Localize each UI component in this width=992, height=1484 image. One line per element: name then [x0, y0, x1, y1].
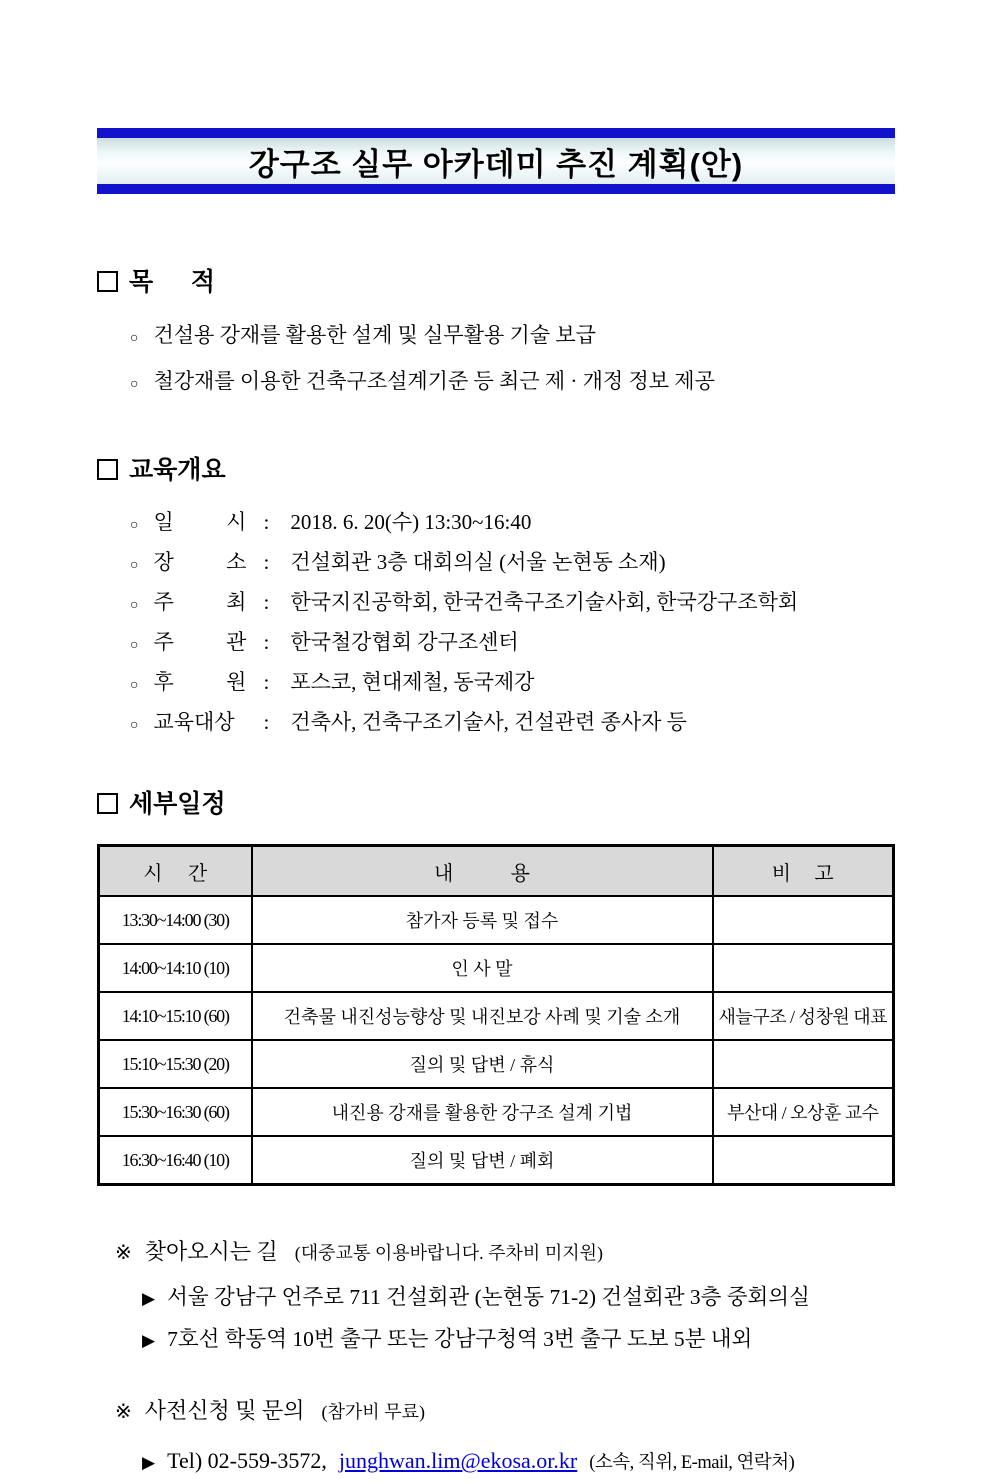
page-title: 강구조 실무 아카데미 추진 계획(안) [248, 146, 744, 182]
circle-bullet-icon: ○ [130, 598, 139, 613]
list-item [130, 544, 895, 584]
square-bullet-icon [97, 271, 118, 292]
label-separator: : [263, 670, 270, 694]
cell-content: 참가자 등록 및 접수 [252, 896, 713, 944]
registration-title-row [97, 1393, 895, 1430]
overview-item-label: 주 관 [153, 630, 247, 654]
overview-item-value: 한국지진공학회, 한국건축구조기술사회, 한국강구조학회 [290, 590, 799, 614]
cell-content: 건축물 내진성능향상 및 내진보강 사례 및 기술 소개 [252, 992, 713, 1040]
label-separator: : [263, 710, 270, 734]
schedule-heading [97, 784, 895, 820]
cell-note [713, 896, 894, 944]
circle-bullet-icon: ○ [130, 377, 139, 392]
reference-mark-icon: ※ [115, 1401, 132, 1423]
cell-note [713, 1136, 894, 1185]
table-row [99, 896, 894, 944]
label-separator: : [263, 590, 270, 614]
circle-bullet-icon: ○ [130, 638, 139, 653]
column-header-note: 비 고 [713, 846, 894, 897]
directions-section [97, 1234, 895, 1361]
overview-heading [97, 450, 895, 486]
list-item [130, 314, 895, 360]
cell-content: 인 사 말 [252, 944, 713, 992]
title-banner [97, 128, 895, 194]
purpose-heading [97, 262, 895, 298]
circle-bullet-icon: ○ [130, 558, 139, 573]
cell-note: 새늘구조 / 성창원 대표 [713, 992, 894, 1040]
purpose-item-text: 철강재를 이용한 건축구조설계기준 등 최근 제 · 개정 정보 제공 [153, 369, 715, 393]
cell-content: 내진용 강재를 활용한 강구조 설계 기법 [252, 1088, 713, 1136]
list-item [142, 1319, 895, 1361]
directions-list [97, 1277, 895, 1361]
schedule-table [97, 844, 895, 1186]
column-header-time: 시 간 [99, 846, 252, 897]
table-row [99, 1136, 894, 1185]
table-row [99, 1088, 894, 1136]
registration-note: (참가비 무료) [321, 1402, 425, 1422]
registration-title: 사전신청 및 문의 [144, 1398, 305, 1423]
list-item [130, 360, 895, 406]
list-item [130, 624, 895, 664]
list-item [130, 584, 895, 624]
overview-item-value: 건설회관 3층 대회의실 (서울 논현동 소재) [290, 550, 666, 574]
overview-item-label: 일 시 [153, 510, 247, 534]
overview-item-value: 포스코, 현대제철, 동국제강 [290, 670, 535, 694]
overview-item-label: 주 최 [153, 590, 247, 614]
cell-note [713, 1040, 894, 1088]
cell-time: 14:00~14:10 (10) [99, 944, 252, 992]
table-header-row [99, 846, 894, 897]
arrow-bullet-icon: ▶ [142, 1453, 156, 1472]
overview-list [97, 504, 895, 744]
list-item [130, 664, 895, 704]
contact-line [142, 1440, 895, 1484]
overview-item-value: 건축사, 건축구조기술사, 건설관련 종사자 등 [290, 710, 687, 734]
contact-suffix: (소속, 직위, E-mail, 연락처) [589, 1453, 795, 1473]
overview-item-label: 장 소 [153, 550, 247, 574]
registration-section [97, 1393, 895, 1484]
list-item [130, 504, 895, 544]
directions-item-text: 7호선 학동역 10번 출구 또는 강남구청역 3번 출구 도보 5분 내외 [167, 1327, 753, 1351]
circle-bullet-icon: ○ [130, 678, 139, 693]
table-row [99, 992, 894, 1040]
table-row [99, 1040, 894, 1088]
label-separator: : [263, 510, 270, 534]
reference-mark-icon: ※ [115, 1242, 132, 1264]
overview-item-value: 2018. 6. 20(수) 13:30~16:40 [290, 510, 532, 534]
cell-time: 15:10~15:30 (20) [99, 1040, 252, 1088]
overview-heading-label: 교육개요 [129, 456, 226, 484]
square-bullet-icon [97, 459, 118, 480]
cell-content: 질의 및 답변 / 폐회 [252, 1136, 713, 1185]
cell-time: 15:30~16:30 (60) [99, 1088, 252, 1136]
label-separator: : [263, 630, 270, 654]
table-row [99, 944, 894, 992]
circle-bullet-icon: ○ [130, 518, 139, 533]
overview-item-label: 교육대상 [153, 710, 235, 734]
arrow-bullet-icon: ▶ [142, 1289, 156, 1308]
arrow-bullet-icon: ▶ [142, 1331, 156, 1350]
purpose-item-text: 건설용 강재를 활용한 설계 및 실무활용 기술 보급 [153, 323, 596, 347]
list-item [130, 704, 895, 744]
email-link[interactable]: junghwan.lim@ekosa.or.kr [338, 1448, 578, 1473]
purpose-heading-label: 목 적 [129, 268, 215, 296]
directions-title: 찾아오시는 길 [144, 1239, 278, 1264]
cell-note: 부산대 / 오상훈 교수 [713, 1088, 894, 1136]
square-bullet-icon [97, 793, 118, 814]
cell-content: 질의 및 답변 / 휴식 [252, 1040, 713, 1088]
circle-bullet-icon: ○ [130, 718, 139, 733]
registration-list [97, 1440, 895, 1484]
telephone-text: Tel) 02-559-3572, [167, 1448, 327, 1473]
cell-time: 14:10~15:10 (60) [99, 992, 252, 1040]
schedule-heading-label: 세부일정 [129, 790, 226, 818]
directions-title-row [97, 1234, 895, 1271]
directions-item-text: 서울 강남구 언주로 711 건설회관 (논현동 71-2) 건설회관 3층 중회의실 [167, 1285, 810, 1309]
cell-time: 16:30~16:40 (10) [99, 1136, 252, 1185]
cell-time: 13:30~14:00 (30) [99, 896, 252, 944]
directions-note: (대중교통 이용바랍니다. 주차비 미지원) [294, 1243, 603, 1263]
circle-bullet-icon: ○ [130, 331, 139, 346]
purpose-list [97, 314, 895, 406]
column-header-content: 내 용 [252, 846, 713, 897]
list-item [142, 1277, 895, 1319]
cell-note [713, 944, 894, 992]
overview-item-label: 후 원 [153, 670, 247, 694]
overview-item-value: 한국철강협회 강구조센터 [290, 630, 519, 654]
label-separator: : [263, 550, 270, 574]
